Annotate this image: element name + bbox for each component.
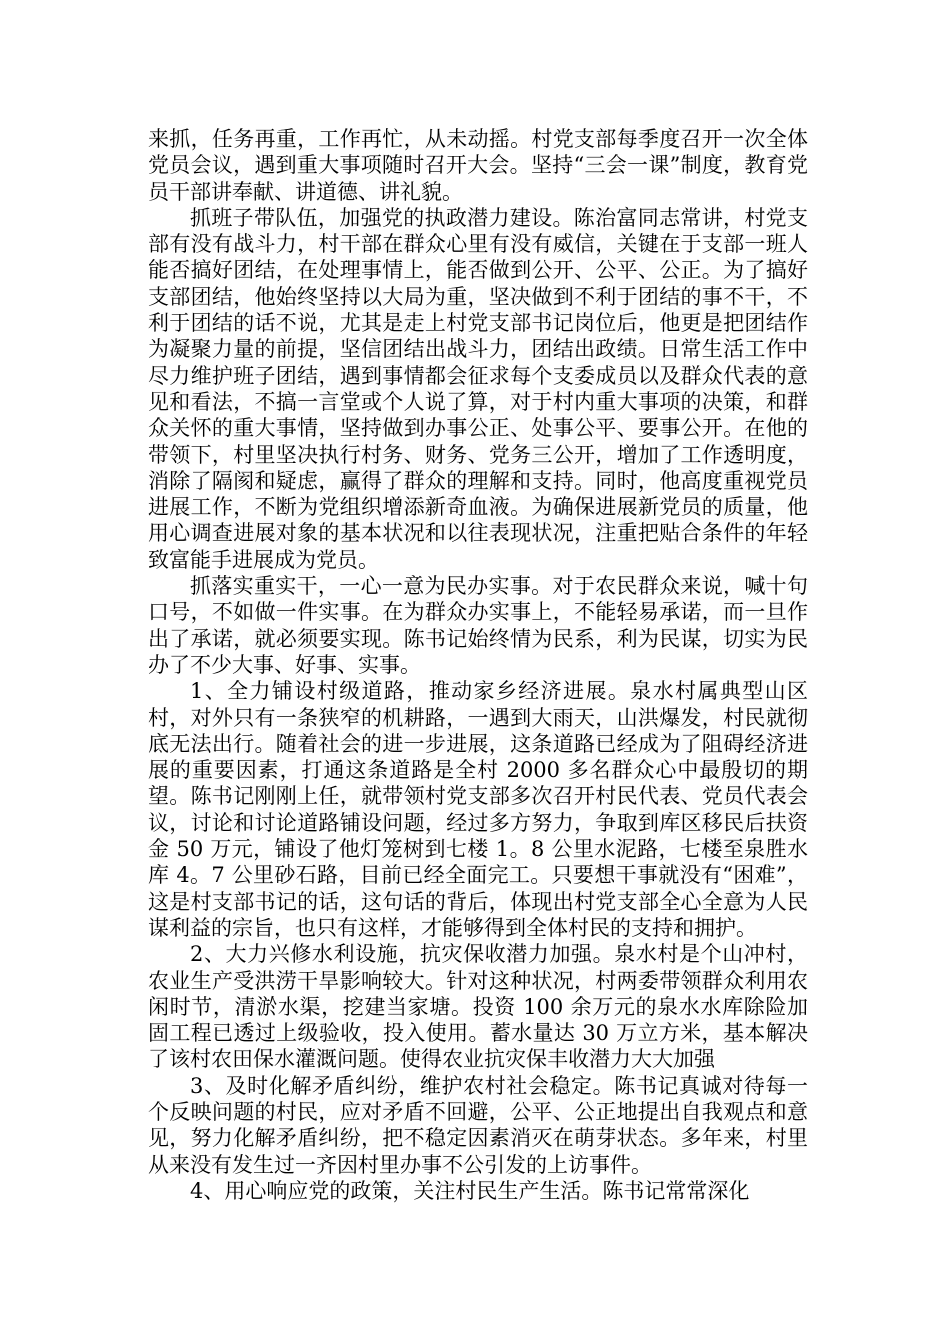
paragraph-1: 来抓，任务再重，工作再忙，从未动摇。村党支部每季度召开一次全体党员会议，遇到重大事项随时召开大会。坚持“三会一课”制度，教育党员干部讲奉献、讲道德、讲礼貌。 [148, 127, 808, 204]
paragraph-6: 3、及时化解矛盾纠纷，维护农村社会稳定。陈书记真诚对待每一个反映问题的村民，应对矛盾不回避，公平、公正地提出自我观点和意见，努力化解矛盾纠纷，把不稳定因素消灭在萌芽状态。多年来，村里从来没有发生过一齐因村里办事不公引发的上访事件。 [148, 1073, 808, 1177]
paragraph-3: 抓落实重实干，一心一意为民办实事。对于农民群众来说，喊十句口号，不如做一件实事。在为群众办实事上，不能轻易承诺，而一旦作出了承诺，就必须要实现。陈书记始终情为民系，利为民谋，切实为民办了不少大事、好事、实事。 [148, 574, 808, 677]
paragraph-7: 4、用心响应党的政策，关注村民生产生活。陈书记常常深化 [190, 1178, 750, 1203]
document-body [148, 126, 808, 1204]
paragraph-2: 抓班子带队伍，加强党的执政潜力建设。陈治富同志常讲，村党支部有没有战斗力，村干部在群众心里有没有威信，关键在于支部一班人能否搞好团结，在处理事情上，能否做到公开、公平、公正。为了搞好支部团结，他始终坚持以大局为重，坚决做到不利于团结的事不干，不利于团结的话不说，尤其是走上村党支部书记岗位后，他更是把团结作为凝聚力量的前提，坚信团结出战斗力，团结出政绩。日常生活工作中尽力维护班子团结，遇到事情都会征求每个支委成员以及群众代表的意见和看法，不搞一言堂或个人说了算，对于村内重大事项的决策，和群众关怀的重大事情，坚持做到办事公正、处事公平、要事公开。在他的带领下，村里坚决执行村务、财务、党务三公开，增加了工作透明度，消除了隔阂和疑虑，赢得了群众的理解和支持。同时，他高度重视党员进展工作，不断为党组织增添新奇血液。为确保进展新党员的质量，他用心调查进展对象的基本状况和以往表现状况，注重把贴合条件的年轻致富能手进展成为党员。 [148, 205, 808, 572]
paragraph-4: 1、全力铺设村级道路，推动家乡经济进展。泉水村属典型山区村，对外只有一条狭窄的机耕路，一遇到大雨天，山洪爆发，村民就彻底无法出行。随着社会的进一步进展，这条道路已经成为了阻碍经济进展的重要因素，打通这条道路是全村 2000 多名群众心中最殷切的期望。陈书记刚刚上任，就带领村党支部多次召开村民代表、党员代表会议，讨论和讨论道路铺设问题，经过多方努力，争取到库区移民后扶资金 50 万元，铺设了他灯笼树到七楼 1。8 公里水泥路，七楼至泉胜水库 4。7 公里砂石路，目前已经全面完工。只要想干事就没有“困难”，这是村支部书记的话，这句话的背后，体现出村党支部全心全意为人民谋利益的宗旨，也只有这样，才能够得到全体村民的支持和拥护。 [148, 679, 808, 940]
paragraph-5: 2、大力兴修水利设施，抗灾保收潜力加强。泉水村是个山冲村，农业生产受洪涝干旱影响较大。针对这种状况，村两委带领群众利用农闲时节，清淤水渠，挖建当家塘。投资 100 余万元的泉水水库除险加固工程已透过上级验收，投入使用。蓄水量达 30 万立方米，基本解决了该村农田保水灌溉问题。使得农业抗灾保丰收潜力大大加强 [148, 942, 808, 1072]
